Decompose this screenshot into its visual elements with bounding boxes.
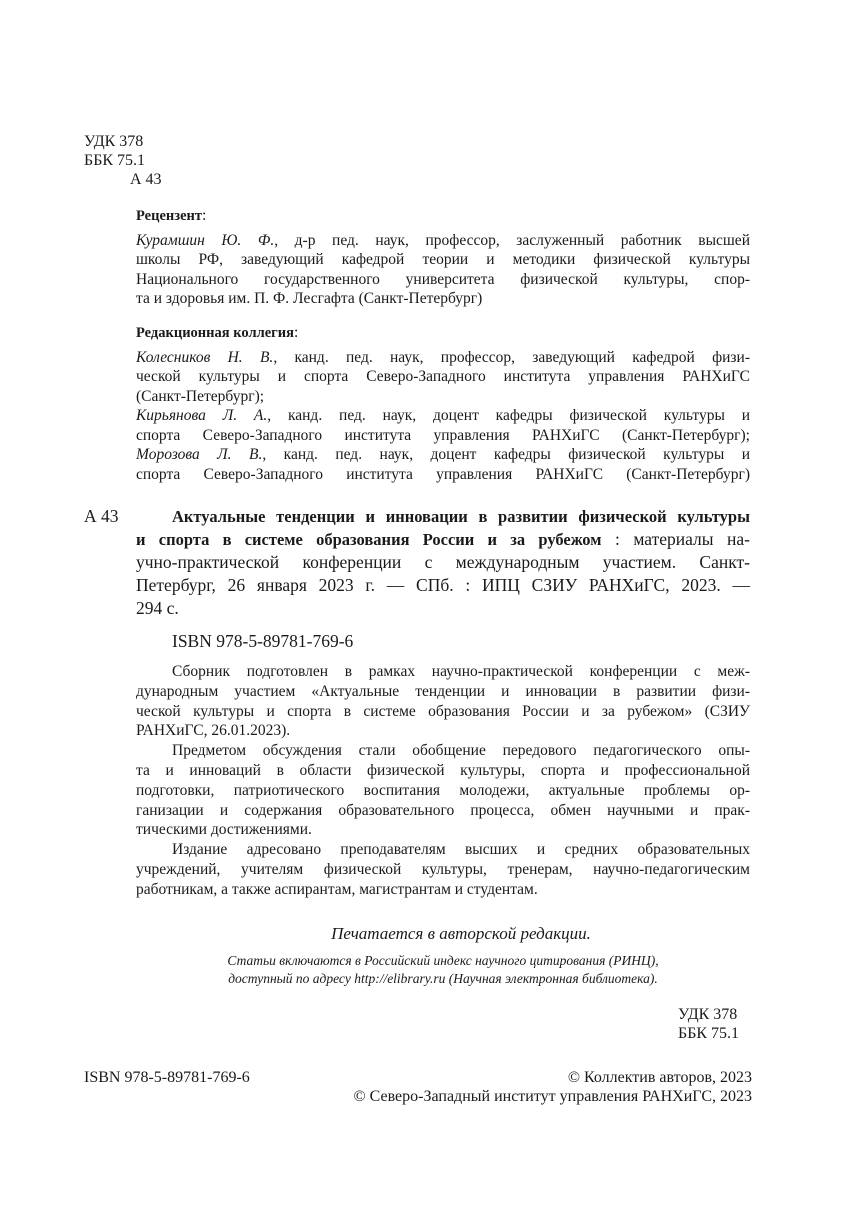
reviewer-line: Курамшин Ю. Ф., д-р пед. наук, профессор, заслуженный работник высшей [136,231,750,249]
entry-line: Петербург, 26 января 2023 г. — СПб. : ИПЦ СЗИУ РАНХиГС, 2023. — [136,575,750,595]
abstract-line: работникам, а также аспирантам, магистрантам и студентам. [136,880,538,898]
index-note-line: доступный по адресу http://elibrary.ru (Научная электронная библиотека). [228,971,658,986]
abstract [136,662,750,900]
abstract-line: РАНХиГС, 26.01.2023). [136,722,291,740]
reviewer-line: та и здоровья им. П. Ф. Лесгафта (Санкт-Петербург) [136,290,483,307]
board-line: ческой культуры и спорта Северо-Западного института управления РАНХиГС [136,368,750,385]
copyright-institute: © Северо-Западный институт управления РАНХиГС, 2023 [353,1088,752,1105]
bbk-code: ББК 75.1 [84,152,146,169]
classification-codes [84,132,162,189]
isbn-line: ISBN 978-5-89781-769-6 [172,631,354,651]
index-note [136,952,750,988]
entry-mark: А 43 [84,506,119,526]
entry-line: учно-практической конференции с международным участием. Санкт- [136,552,750,572]
abstract-line: тическими достижениями. [136,821,312,839]
index-note-line: Статьи включаются в Российский индекс научного цитирования (РИНЦ), [227,953,659,968]
book-title: и спорта в системе образования России и за рубежом [136,530,602,549]
abstract-line: Сборник подготовлен в рамках научно-практической конференции с меж- [172,663,750,680]
footer-isbn: ISBN 978-5-89781-769-6 [84,1069,250,1086]
author-mark: А 43 [130,171,162,188]
abstract-line: ганизации и содержания образовательного процесса, обмен научными и прак- [136,801,750,819]
board-line: Колесников Н. В., канд. пед. наук, профессор, заведующий кафедрой физи- [136,348,750,366]
print-note: Печатается в авторской редакции. [331,924,591,943]
board-line: Морозова Л. В., канд. пед. наук, доцент кафедры физической культуры и [136,446,751,463]
footer-bbk: ББК 75.1 [678,1025,740,1042]
abstract-line: учреждений, учителям физической культуры, тренерам, научно-педагогическим [136,860,750,878]
reviewer-block [136,206,750,309]
footer-codes [678,1005,739,1043]
board-line: Кирьянова Л. А., канд. пед. наук, доцент кафедры физической культуры и [136,407,750,424]
abstract-line: подготовки, патриотического воспитания молодежи, актуальные проблемы ор- [136,781,750,799]
entry-line: 294 с. [136,598,179,618]
editorial-board [136,323,750,484]
board-heading: Редакционная коллегия: [136,324,299,341]
copyrights [270,1068,752,1106]
reviewer-line: Национального государственного университета физической культуры, спор- [136,270,750,288]
udk-code: УДК 378 [84,133,144,150]
board-line: (Санкт-Петербург); [136,387,265,405]
abstract-line: дународным участием «Актуальные тенденции и инновации в развитии физи- [136,682,750,700]
board-member-name: Кирьянова Л. А. [136,407,268,424]
reviewer-line: школы РФ, заведующий кафедрой теории и методики физической культуры [136,251,750,268]
abstract-line: ческой культуры и спорта в системе образования России и за рубежом» (СЗИУ [136,702,750,720]
reviewer-heading: Рецензент: [136,207,207,224]
book-title-line: Актуальные тенденции и инновации в развитии физической культуры [172,507,750,526]
abstract-line: та и инноваций в области физической культуры, спорта и профессиональной [136,761,750,779]
reviewer-name: Курамшин Ю. Ф. [136,231,275,249]
copyright-authors: © Коллектив авторов, 2023 [567,1069,752,1086]
board-member-name: Морозова Л. В. [136,446,263,463]
board-line: спорта Северо-Западного института управления РАНХиГС (Санкт-Петербург); [136,426,750,444]
board-line: спорта Северо-Западного института управления РАНХиГС (Санкт-Петербург) [136,465,750,483]
footer-udk: УДК 378 [678,1006,738,1023]
board-member-name: Колесников Н. В. [136,348,274,366]
book-title-line: и спорта в системе образования России и за рубежом : материалы на- [136,529,750,549]
abstract-line: Предметом обсуждения стали обобщение передового педагогического опы- [172,742,750,760]
abstract-line: Издание адресовано преподавателям высших и средних образовательных [172,841,750,859]
bibliographic-entry [136,505,750,620]
